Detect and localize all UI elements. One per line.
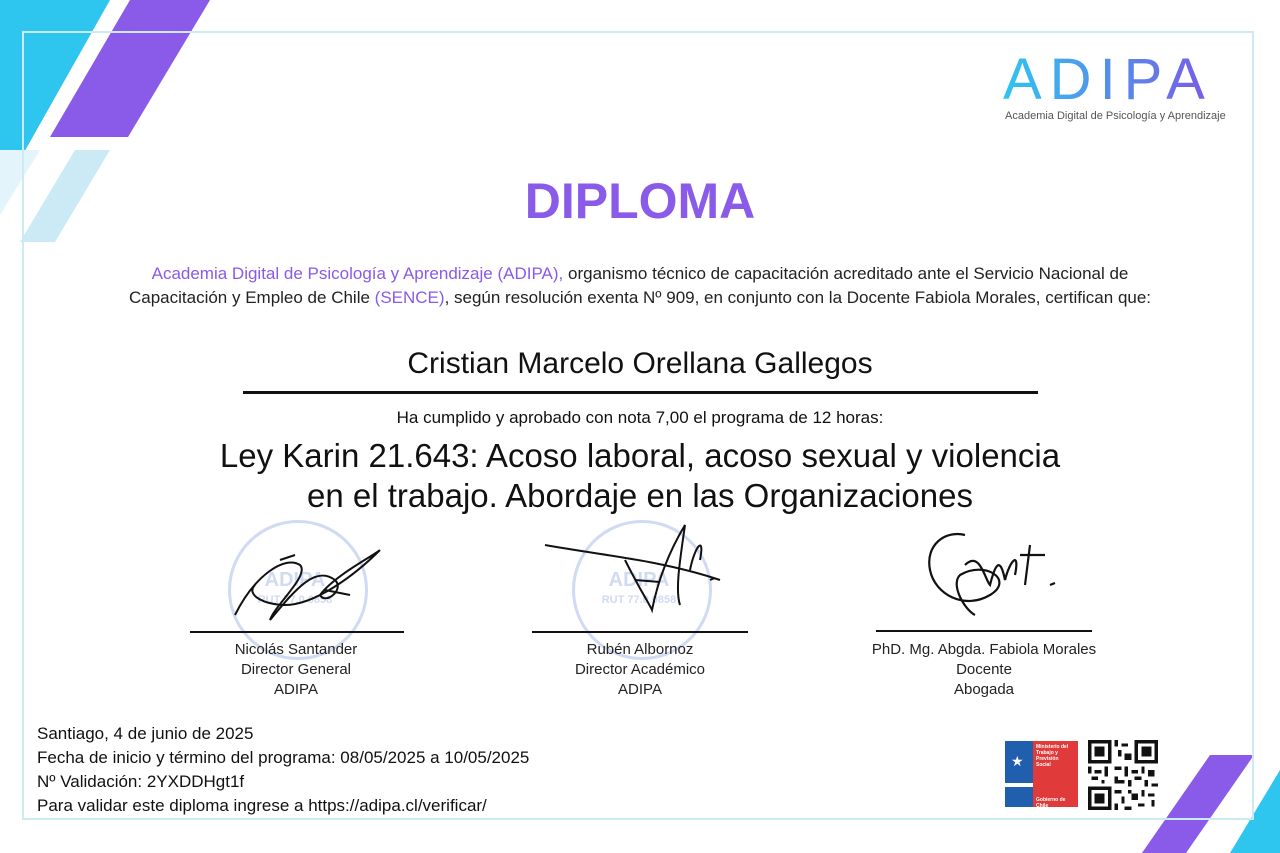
signature-morales — [905, 525, 1065, 625]
program-title — [140, 436, 1140, 516]
signer-1-org: ADIPA — [274, 681, 318, 698]
stamp-rut-1: RUT 77.0 0858 — [257, 594, 333, 606]
validation-code: Nº Validación: 2YXDDHgt1f — [37, 772, 245, 791]
signer-3-org: Abogada — [953, 681, 1015, 698]
signer-2-name: Rubén Albornoz — [586, 641, 694, 658]
program-title-line1: Ley Karin 21.643: Acoso laboral, acoso sexual y violencia — [219, 437, 1061, 474]
star-icon: ★ — [1011, 753, 1024, 769]
signature-albornoz — [540, 520, 740, 620]
signature-line-2 — [532, 631, 748, 633]
stamp-label-2: ADIPA — [608, 569, 670, 591]
verify-text: Para validar este diploma ingrese a https://adipa.cl/verificar/ — [37, 796, 487, 815]
intro-text-1: organismo técnico de capacitación acreditado ante el Servicio Nacional de Capacitación y Empleo de Chile — [128, 264, 1129, 307]
signer-1 — [186, 640, 406, 700]
gov-line-1: Ministerio del — [1036, 744, 1069, 750]
stamp-label-1: ADIPA — [264, 569, 326, 591]
qr-code[interactable] — [1088, 740, 1158, 810]
signer-2 — [530, 640, 750, 700]
adipa-logo: ADIPA — [1003, 47, 1213, 112]
signer-1-name: Nicolás Santander — [234, 641, 358, 658]
intro-text-2: , según resolución exenta Nº 909, en conjunto con la Docente Fabiola Morales, certifican que: — [444, 287, 1152, 307]
completion-text: Ha cumplido y aprobado con nota 7,00 el programa de 12 horas: — [396, 408, 884, 427]
signature-line-3 — [876, 630, 1092, 632]
signer-3-name: PhD. Mg. Abgda. Fabiola Morales — [871, 641, 1097, 658]
signer-3 — [844, 640, 1124, 700]
signature-line-1 — [190, 631, 404, 633]
signer-1-role: Director General — [240, 661, 352, 678]
signature-santander — [225, 535, 390, 630]
intro-paragraph — [110, 262, 1170, 309]
footer-info — [37, 722, 529, 818]
org-name: Academia Digital de Psicología y Aprendizaje (ADIPA), — [151, 264, 564, 283]
diploma-title: DIPLOMA — [524, 173, 756, 229]
program-title-line2: en el trabajo. Abordaje en las Organizaciones — [307, 477, 973, 514]
gov-line-5: Gobierno de Chile — [1036, 797, 1066, 809]
signer-2-role: Director Académico — [574, 661, 706, 678]
gobierno-chile-logo — [1005, 741, 1078, 807]
signer-2-org: ADIPA — [618, 681, 662, 698]
stamp-rut-2: RUT 77.0 0858 — [601, 594, 677, 606]
sence-label: (SENCE) — [374, 287, 445, 307]
gov-line-2: Trabajo y — [1036, 750, 1058, 756]
gov-line-3: Previsión — [1036, 756, 1059, 762]
signer-3-role: Docente — [956, 661, 1012, 678]
program-period: Fecha de inicio y término del programa: 08/05/2025 a 10/05/2025 — [37, 748, 530, 767]
gov-line-4: Social — [1036, 762, 1051, 768]
place-date: Santiago, 4 de junio de 2025 — [37, 724, 254, 743]
name-underline — [243, 391, 1038, 394]
adipa-logo-subtitle: Academia Digital de Psicología y Aprendizaje — [1005, 110, 1226, 122]
recipient-name: Cristian Marcelo Orellana Gallegos — [407, 347, 873, 380]
